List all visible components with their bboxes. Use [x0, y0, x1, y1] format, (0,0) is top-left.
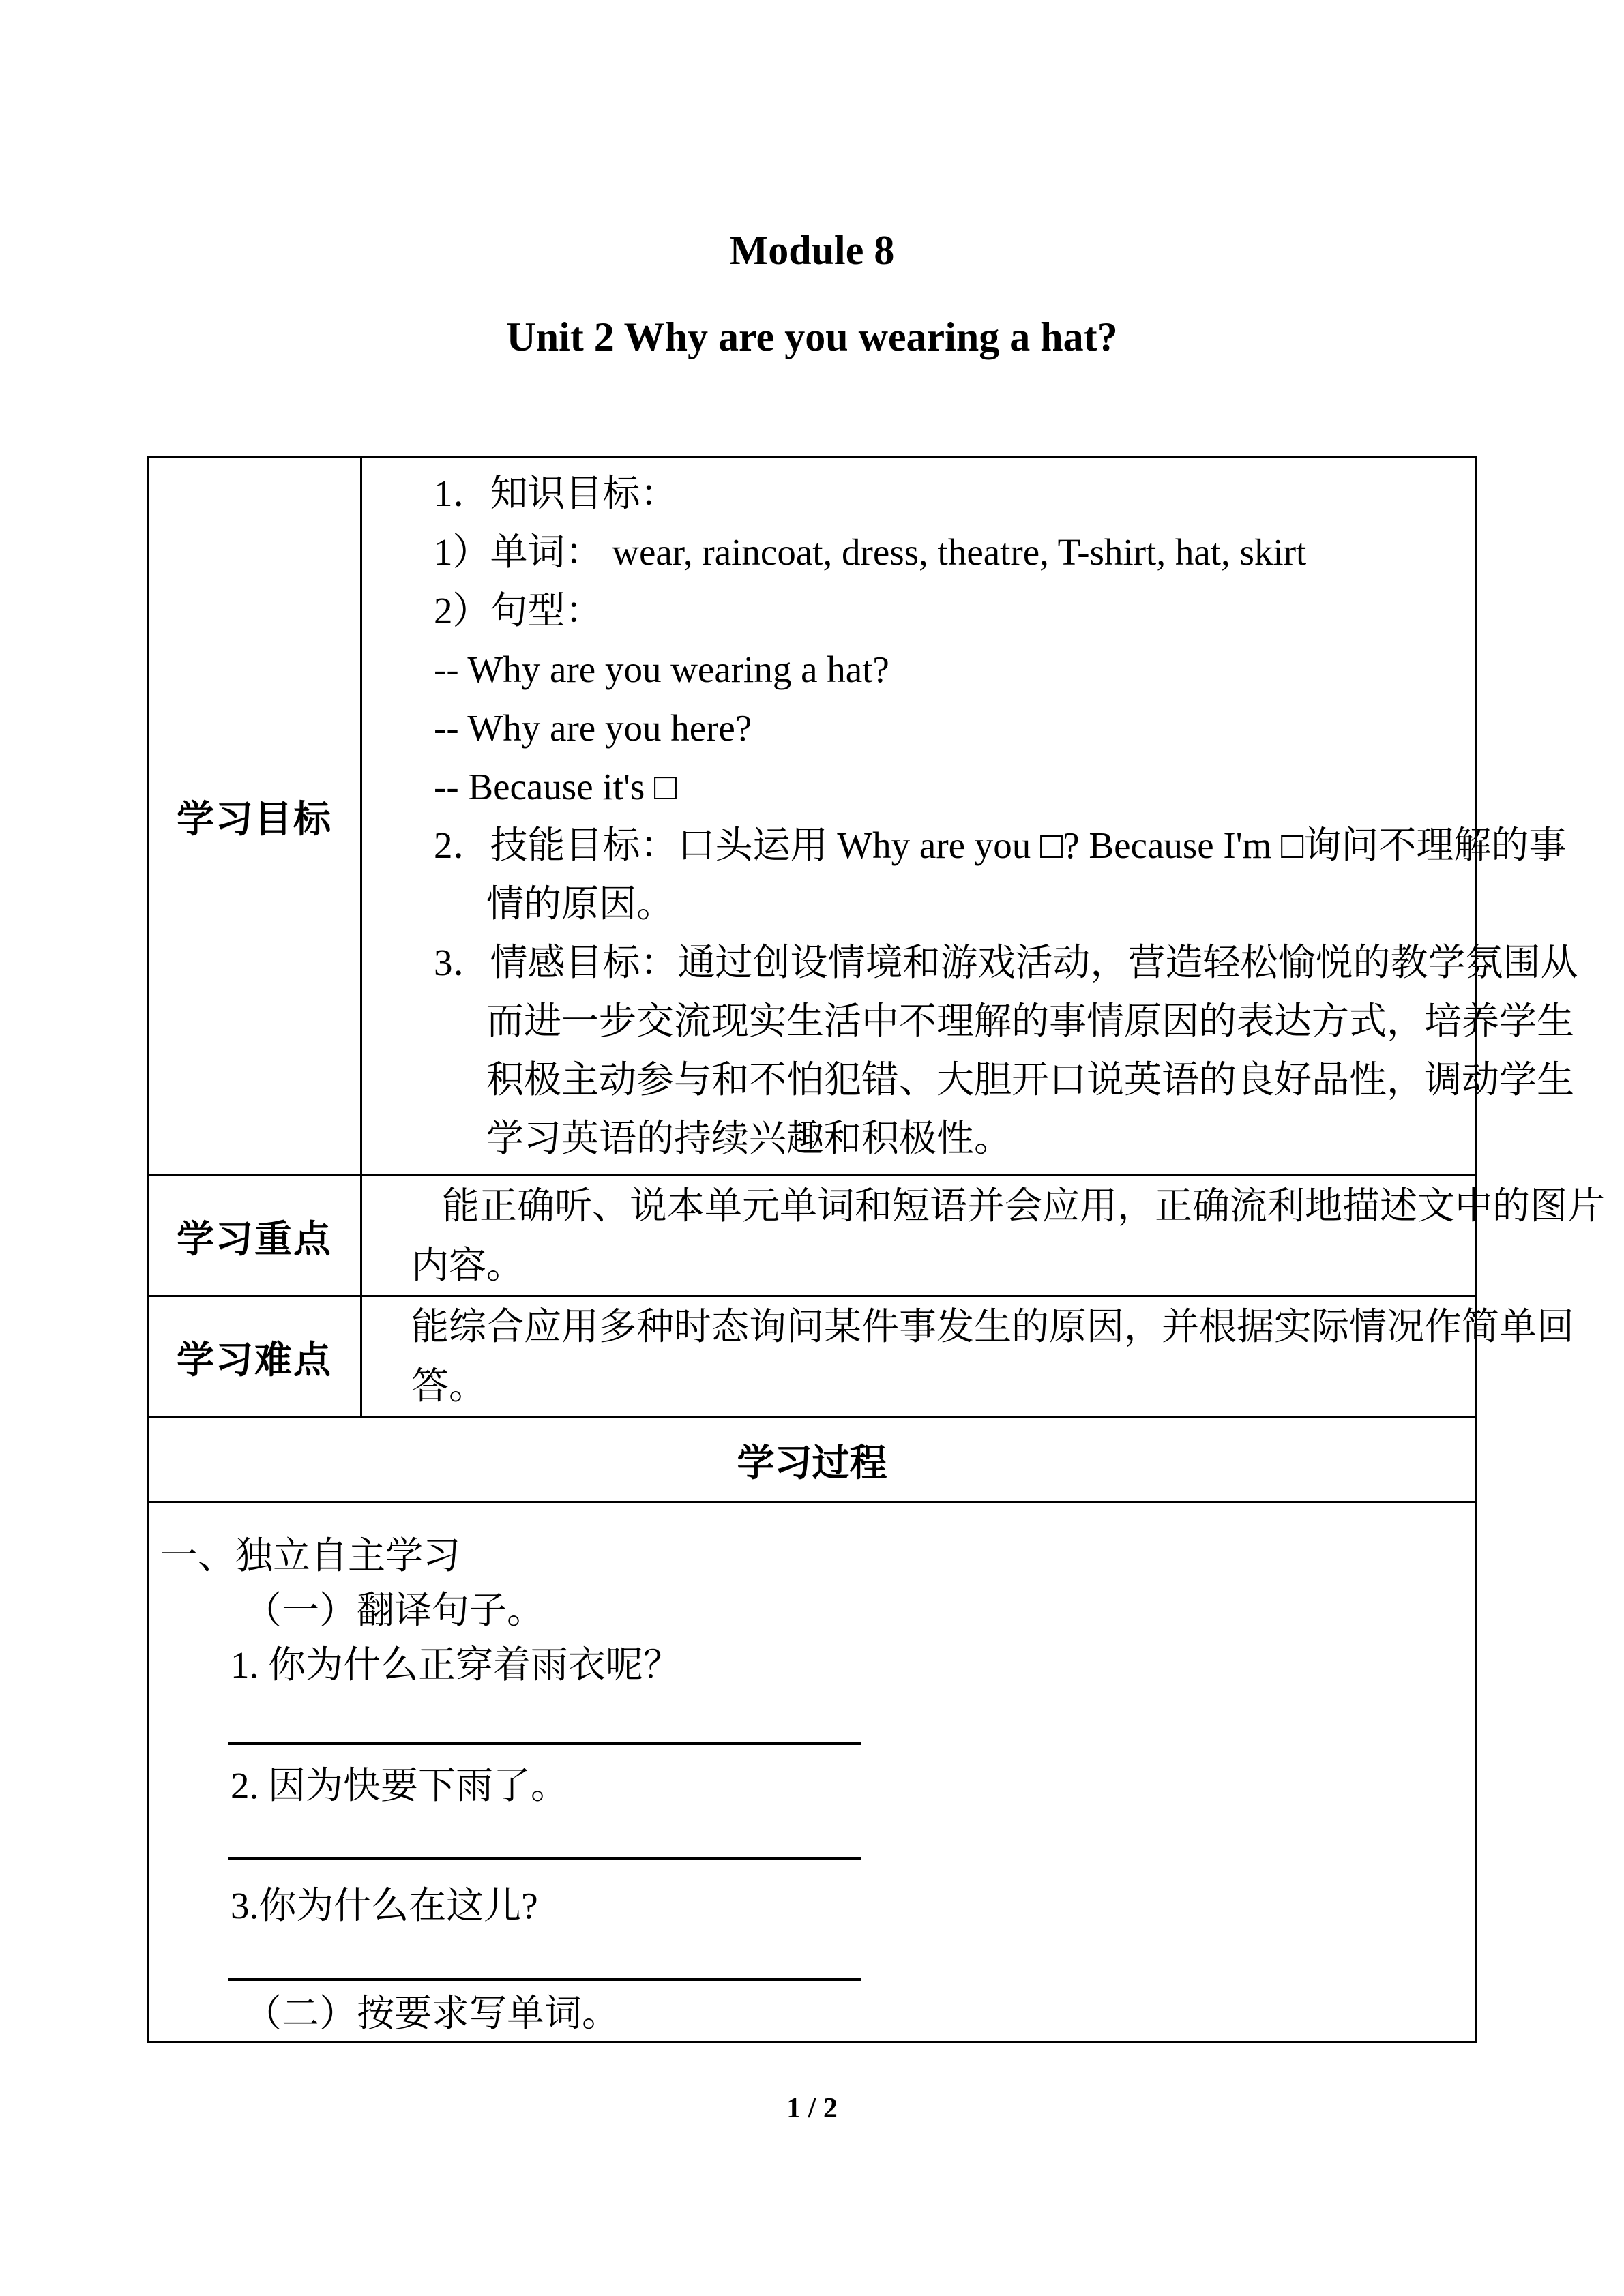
objective-line: -- Why are you wearing a hat?: [434, 648, 889, 690]
objectives-label: 学习目标: [148, 457, 361, 1176]
translation-question-1: 1. 你为什么正穿着雨衣呢？: [231, 1644, 681, 1686]
objective-line: 情的原因。: [486, 882, 675, 925]
objective-line: 学习英语的持续兴趣和积极性。: [486, 1117, 1012, 1159]
difficult-points-line: 能综合应用多种时态询问某件事发生的原因，并根据实际情况作简单回: [411, 1306, 1575, 1347]
objective-line: 2．技能目标：口头运用 Why are you □? Because I'm □询问不理解的事: [434, 824, 1567, 866]
objective-line: -- Because it's □: [434, 765, 677, 807]
table-row-process-content: [148, 1502, 1477, 2042]
objective-line: 而进一步交流现实生活中不理解的事情原因的表达方式，培养学生: [486, 1000, 1575, 1042]
process-subsection-title: （一）翻译句子。: [244, 1590, 545, 1631]
process-subsection2-title: （二）按要求写单词。: [244, 1993, 620, 2034]
key-points-line: 内容。: [411, 1244, 525, 1286]
unit-title: Unit 2 Why are you wearing a hat?: [506, 314, 1118, 359]
table-row-difficult-points: [148, 1296, 1477, 1417]
key-points-content: [361, 1176, 1606, 1296]
table-row-key-points: [148, 1176, 1477, 1296]
translation-question-2: 2. 因为快要下雨了。: [231, 1765, 569, 1806]
key-points-label: 学习重点: [148, 1176, 361, 1296]
objective-line: 1）单词： wear, raincoat, dress, theatre, T-shirt, hat, skirt: [434, 531, 1307, 573]
answer-blank-3: [228, 1933, 861, 1981]
process-header: 学习过程: [148, 1417, 1477, 1502]
difficult-points-label: 学习难点: [148, 1296, 361, 1417]
objectives-content: [361, 457, 1578, 1176]
objective-line: 1．知识目标：: [434, 472, 678, 514]
difficult-points-line: 答。: [411, 1365, 487, 1407]
process-section-title: 一、独立自主学习: [160, 1535, 461, 1577]
answer-blank-1: [228, 1693, 861, 1745]
objective-line: 3．情感目标：通过创设情境和游戏活动，营造轻松愉悦的教学氛围从: [434, 941, 1578, 983]
answer-blank-2: [228, 1813, 861, 1860]
difficult-points-content: [361, 1296, 1575, 1417]
process-content: [148, 1502, 1477, 2042]
translation-question-3: 3.你为什么在这儿?: [231, 1885, 538, 1926]
objective-line: 2）句型：: [434, 589, 603, 631]
table-row-process-header: [148, 1417, 1477, 1502]
lesson-plan-table: [147, 456, 1606, 2043]
module-title: Module 8: [729, 228, 895, 273]
key-points-line: 能正确听、说本单元单词和短语并会应用，正确流利地描述文中的图片: [442, 1185, 1606, 1227]
objective-line: 积极主动参与和不怕犯错、大胆开口说英语的良好品性，调动学生: [486, 1058, 1575, 1101]
page-number: 1 / 2: [786, 2093, 838, 2124]
table-row-objectives: [148, 457, 1477, 1176]
objective-line: -- Why are you here?: [434, 706, 752, 749]
